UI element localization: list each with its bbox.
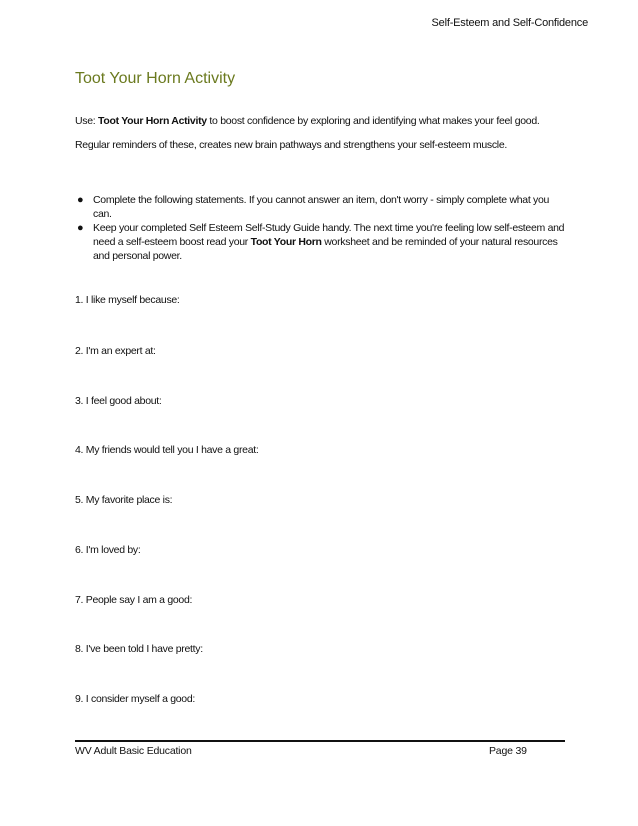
question-3: 3. I feel good about:	[75, 395, 162, 407]
question-1: 1. I like myself because:	[75, 294, 180, 306]
page-number: Page 39	[489, 745, 527, 757]
instruction-worksheet-name: Toot Your Horn	[250, 236, 322, 248]
instruction-item	[75, 193, 565, 221]
footer-divider	[75, 740, 565, 742]
bullet-icon: ●	[77, 222, 84, 234]
intro-text: to boost confidence by exploring and identifying what makes your feel good. Regular reminders of these, creates new brain pathways and strengthens your self-esteem muscle.	[75, 115, 540, 151]
running-header: Self-Esteem and Self-Confidence	[431, 17, 588, 29]
footer-organization: WV Adult Basic Education	[75, 745, 192, 757]
question-4: 4. My friends would tell you I have a great:	[75, 444, 259, 456]
question-7: 7. People say I am a good:	[75, 594, 193, 606]
question-2: 2. I'm an expert at:	[75, 345, 156, 357]
intro-paragraph	[75, 109, 555, 157]
instruction-text-end: worksheet and be reminded of your natural resources and personal power.	[93, 236, 558, 262]
instruction-item	[75, 221, 565, 263]
intro-activity-name: Toot Your Horn Activity	[98, 115, 207, 127]
question-6: 6. I'm loved by:	[75, 544, 141, 556]
intro-prefix: Use:	[75, 115, 99, 127]
question-5: 5. My favorite place is:	[75, 494, 173, 506]
page-title: Toot Your Horn Activity	[75, 70, 236, 87]
question-8: 8. I've been told I have pretty:	[75, 643, 203, 655]
question-9: 9. I consider myself a good:	[75, 693, 195, 705]
bullet-icon: ●	[77, 194, 84, 206]
instruction-text: Keep your completed Self Esteem Self-Study Guide handy. The next time you're feeling low self-esteem and need a self-esteem boost read your	[93, 222, 565, 248]
instruction-text: Complete the following statements. If you cannot answer an item, don't worry - simply complete what you can.	[93, 194, 550, 220]
instructions-list	[75, 193, 565, 263]
